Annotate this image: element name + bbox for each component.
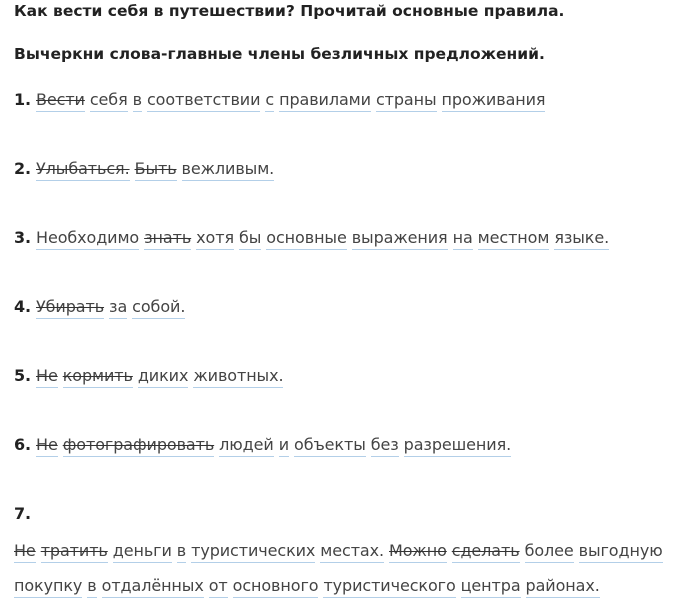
page-title: Как вести себя в путешествии? Прочитай основные правила. bbox=[14, 2, 565, 20]
word[interactable]: с bbox=[265, 90, 274, 112]
item-number: 1. bbox=[14, 90, 32, 109]
word[interactable]: от bbox=[209, 576, 228, 598]
word[interactable]: покупку bbox=[14, 576, 82, 598]
word[interactable]: Необходимо bbox=[36, 228, 139, 250]
word[interactable]: соответствии bbox=[147, 90, 260, 112]
struck-word[interactable]: кормить bbox=[63, 366, 133, 388]
word[interactable]: отдалённых bbox=[102, 576, 204, 598]
struck-word[interactable]: фотографировать bbox=[63, 435, 214, 457]
word[interactable]: деньги bbox=[113, 541, 172, 563]
struck-word[interactable]: Вести bbox=[36, 90, 85, 112]
sentence-3 bbox=[14, 228, 609, 247]
word[interactable]: более bbox=[525, 541, 574, 563]
word[interactable]: страны bbox=[376, 90, 437, 112]
word[interactable]: в bbox=[177, 541, 186, 563]
struck-word[interactable]: Не bbox=[14, 541, 36, 563]
word[interactable]: диких bbox=[138, 366, 189, 388]
sentence-7-line-1 bbox=[14, 541, 663, 560]
item-number: 4. bbox=[14, 297, 32, 316]
struck-word[interactable]: Можно bbox=[389, 541, 447, 563]
item-number: 3. bbox=[14, 228, 32, 247]
struck-word[interactable]: сделать bbox=[452, 541, 520, 563]
word[interactable]: без bbox=[371, 435, 399, 457]
word[interactable]: проживания bbox=[442, 90, 546, 112]
struck-word[interactable]: Быть bbox=[135, 159, 177, 181]
sentence-5 bbox=[14, 366, 283, 385]
word[interactable]: центра bbox=[461, 576, 521, 598]
sentence-1 bbox=[14, 90, 545, 109]
item-number: 7. bbox=[14, 504, 32, 523]
word[interactable]: за bbox=[109, 297, 127, 319]
instruction: Вычеркни слова-главные члены безличных предложений. bbox=[14, 45, 545, 63]
word[interactable]: собой. bbox=[132, 297, 185, 319]
sentence-2 bbox=[14, 159, 274, 178]
sentence-7-line-2 bbox=[14, 576, 600, 595]
struck-word[interactable]: знать bbox=[144, 228, 191, 250]
word[interactable]: бы bbox=[239, 228, 261, 250]
item-number: 6. bbox=[14, 435, 32, 454]
word[interactable]: себя bbox=[90, 90, 128, 112]
item-number: 2. bbox=[14, 159, 32, 178]
word[interactable]: туристического bbox=[323, 576, 455, 598]
word[interactable]: животных. bbox=[193, 366, 283, 388]
word[interactable]: разрешения. bbox=[404, 435, 511, 457]
sentence-7-number bbox=[14, 504, 36, 523]
word[interactable]: районах. bbox=[526, 576, 600, 598]
struck-word[interactable]: Не bbox=[36, 435, 58, 457]
struck-word[interactable]: Улыбаться. bbox=[36, 159, 130, 181]
word[interactable]: выгодную bbox=[579, 541, 663, 563]
word[interactable]: людей bbox=[219, 435, 274, 457]
word[interactable]: выражения bbox=[352, 228, 448, 250]
struck-word[interactable]: тратить bbox=[41, 541, 108, 563]
struck-word[interactable]: Убирать bbox=[36, 297, 104, 319]
word[interactable]: на bbox=[453, 228, 473, 250]
word[interactable]: основного bbox=[233, 576, 319, 598]
sentence-6 bbox=[14, 435, 511, 454]
word[interactable]: основные bbox=[266, 228, 346, 250]
word[interactable]: местном bbox=[478, 228, 550, 250]
word[interactable]: правилами bbox=[279, 90, 371, 112]
word[interactable]: объекты bbox=[294, 435, 366, 457]
word[interactable]: туристических bbox=[191, 541, 315, 563]
struck-word[interactable]: Не bbox=[36, 366, 58, 388]
word[interactable]: хотя bbox=[196, 228, 234, 250]
item-number: 5. bbox=[14, 366, 32, 385]
word[interactable]: вежливым. bbox=[182, 159, 275, 181]
sentence-4 bbox=[14, 297, 185, 316]
word[interactable]: языке. bbox=[554, 228, 609, 250]
word[interactable]: в bbox=[87, 576, 96, 598]
word[interactable]: местах. bbox=[320, 541, 384, 563]
word[interactable]: и bbox=[279, 435, 289, 457]
word[interactable]: в bbox=[133, 90, 142, 112]
